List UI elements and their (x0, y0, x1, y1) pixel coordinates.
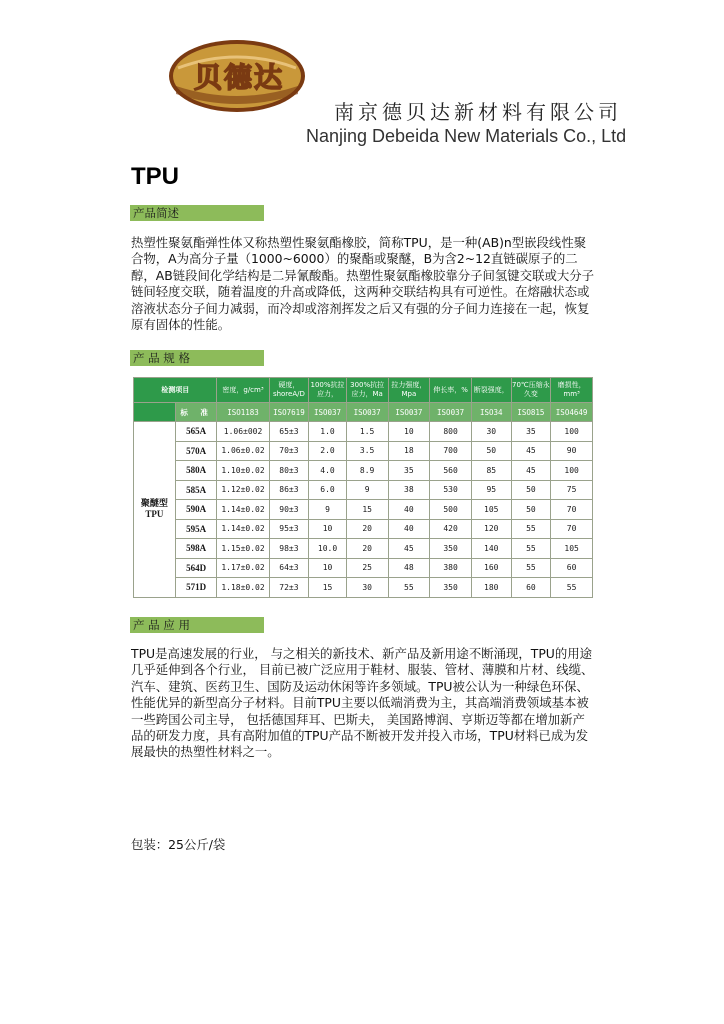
section-heading-overview: 产品简述 (130, 205, 264, 221)
table-cell: 85 (471, 461, 511, 481)
table-cell: 530 (430, 480, 472, 500)
blank-cell (134, 403, 176, 422)
table-cell: 18 (388, 441, 430, 461)
table-cell: 700 (430, 441, 472, 461)
section-heading-specs: 产 品 规 格 (130, 350, 264, 366)
table-row (134, 519, 593, 539)
table-cell: 25 (346, 558, 388, 578)
table-cell: 95 (471, 480, 511, 500)
model-cell: 580A (175, 461, 217, 481)
table-cell: 45 (511, 461, 551, 481)
table-cell: 45 (511, 441, 551, 461)
table-cell: 60 (551, 558, 593, 578)
table-cell: 65±3 (269, 422, 309, 442)
table-row (134, 558, 593, 578)
table-cell: 45 (388, 539, 430, 559)
table-cell: 90±3 (269, 500, 309, 520)
table-cell: 55 (511, 519, 551, 539)
table-cell: 180 (471, 578, 511, 598)
table-cell: 35 (388, 461, 430, 481)
table-cell: 380 (430, 558, 472, 578)
table-cell: 40 (388, 500, 430, 520)
table-cell: 1.18±0.02 (217, 578, 269, 598)
header-cell: 检测项目 (134, 378, 217, 403)
table-cell: 2.0 (309, 441, 347, 461)
standard-cell: ISO7619 (269, 403, 309, 422)
standard-label: 标 准 (175, 403, 217, 422)
table-cell: 80±3 (269, 461, 309, 481)
standard-cell: ISO1183 (217, 403, 269, 422)
table-cell: 15 (346, 500, 388, 520)
table-cell: 1.10±0.02 (217, 461, 269, 481)
packing-info: 包装：25公斤/袋 (131, 837, 226, 852)
table-cell: 1.15±0.02 (217, 539, 269, 559)
header-cell: 磨损性，mm³ (551, 378, 593, 403)
table-row (134, 422, 593, 442)
header-cell: 拉力强度，Mpa (388, 378, 430, 403)
applications-paragraph: TPU是高速发展的行业， 与之相关的新技术、新产品及新用途不断涌现，TPU的用途几乎延伸到各个行业， 目前已被广泛应用于鞋材、服装、管材、薄膜和片材、线缆、汽车、建筑、医药卫生、国防及运动休闲等许多领域。TPU被公认为一种绿色环保、性能优异的新型高分子材料。目前TPU主要以低端消费为主，其高端消费领域基本被一些跨国公司主导， 包括德国拜耳、巴斯夫， 美国路博润、亨斯迈等都在增加新产品的研发力度，具有高附加值的TPU产品不断被开发并投入市场，TPU材料已成为发展最快的热塑性材料之一。 (131, 646, 594, 760)
header-cell: 伸长率，% (430, 378, 472, 403)
spec-table (133, 377, 593, 598)
table-row (134, 500, 593, 520)
header-cell: 密度，g/cm³ (217, 378, 269, 403)
header-cell: 70℃压缩永久变 (511, 378, 551, 403)
table-row (134, 539, 593, 559)
standard-cell: ISO815 (511, 403, 551, 422)
standard-cell: ISO4649 (551, 403, 593, 422)
model-cell: 585A (175, 480, 217, 500)
table-cell: 100 (551, 422, 593, 442)
table-cell: 120 (471, 519, 511, 539)
table-cell: 1.0 (309, 422, 347, 442)
table-header-row (134, 378, 593, 403)
table-row (134, 578, 593, 598)
model-cell: 590A (175, 500, 217, 520)
table-cell: 10 (388, 422, 430, 442)
table-cell: 10 (309, 519, 347, 539)
standard-cell: ISO037 (346, 403, 388, 422)
page-title: TPU (131, 163, 179, 190)
table-cell: 500 (430, 500, 472, 520)
table-cell: 50 (511, 500, 551, 520)
header-cell: 断裂强度， (471, 378, 511, 403)
table-cell: 55 (511, 558, 551, 578)
table-cell: 1.06±0.02 (217, 441, 269, 461)
table-cell: 1.06±002 (217, 422, 269, 442)
table-cell: 50 (511, 480, 551, 500)
model-cell: 570A (175, 441, 217, 461)
table-cell: 10 (309, 558, 347, 578)
table-cell: 20 (346, 519, 388, 539)
table-cell: 350 (430, 539, 472, 559)
model-cell: 595A (175, 519, 217, 539)
table-cell: 9 (346, 480, 388, 500)
table-cell: 64±3 (269, 558, 309, 578)
table-cell: 48 (388, 558, 430, 578)
table-cell: 1.14±0.02 (217, 500, 269, 520)
table-row (134, 480, 593, 500)
table-standard-row (134, 403, 593, 422)
model-cell: 564D (175, 558, 217, 578)
group-label: 聚醚型 TPU (134, 422, 176, 598)
table-cell: 95±3 (269, 519, 309, 539)
table-row (134, 441, 593, 461)
table-cell: 140 (471, 539, 511, 559)
table-cell: 560 (430, 461, 472, 481)
table-cell: 30 (471, 422, 511, 442)
table-cell: 90 (551, 441, 593, 461)
standard-cell: ISO34 (471, 403, 511, 422)
header-cell: 100%抗拉应力， (309, 378, 347, 403)
standard-cell: ISO037 (430, 403, 472, 422)
table-cell: 9 (309, 500, 347, 520)
table-cell: 15 (309, 578, 347, 598)
table-row (134, 461, 593, 481)
table-cell: 55 (388, 578, 430, 598)
table-cell: 8.9 (346, 461, 388, 481)
header-cell: 硬度，shoreA/D (269, 378, 309, 403)
table-cell: 20 (346, 539, 388, 559)
table-cell: 4.0 (309, 461, 347, 481)
company-name-cn: 南京德贝达新材料有限公司 (334, 100, 622, 124)
table-cell: 98±3 (269, 539, 309, 559)
table-cell: 420 (430, 519, 472, 539)
company-logo (166, 28, 308, 118)
table-cell: 350 (430, 578, 472, 598)
model-cell: 598A (175, 539, 217, 559)
model-cell: 565A (175, 422, 217, 442)
table-cell: 100 (551, 461, 593, 481)
table-cell: 35 (511, 422, 551, 442)
table-cell: 1.14±0.02 (217, 519, 269, 539)
table-cell: 800 (430, 422, 472, 442)
header-cell: 300%抗拉应力，Ma (346, 378, 388, 403)
table-cell: 70 (551, 500, 593, 520)
table-cell: 6.0 (309, 480, 347, 500)
table-cell: 3.5 (346, 441, 388, 461)
table-cell: 70±3 (269, 441, 309, 461)
table-cell: 86±3 (269, 480, 309, 500)
table-cell: 105 (471, 500, 511, 520)
table-cell: 105 (551, 539, 593, 559)
table-cell: 30 (346, 578, 388, 598)
table-cell: 1.17±0.02 (217, 558, 269, 578)
standard-cell: ISO037 (309, 403, 347, 422)
table-cell: 38 (388, 480, 430, 500)
table-cell: 70 (551, 519, 593, 539)
table-cell: 1.12±0.02 (217, 480, 269, 500)
table-cell: 55 (551, 578, 593, 598)
table-cell: 55 (511, 539, 551, 559)
company-name-en: Nanjing Debeida New Materials Co., Ltd (306, 126, 627, 146)
overview-paragraph: 热塑性聚氨酯弹性体又称热塑性聚氨酯橡胶，简称TPU，是一种(AB)n型嵌段线性聚合物，A为高分子量（1000~6000）的聚酯或聚醚，B为含2~12直链碳原子的二醇，AB链段间化学结构是二异氰酸酯。热塑性聚氨酯橡胶靠分子间氢键交联或大分子链间轻度交联，随着温度的升高或降低，这两种交联结构具有可逆性。在熔融状态或溶液状态分子间力减弱，而冷却或溶剂挥发之后又有强的分子间力连接在一起，恢复原有固体的性能。 (131, 235, 595, 333)
table-cell: 160 (471, 558, 511, 578)
standard-cell: ISO037 (388, 403, 430, 422)
table-cell: 75 (551, 480, 593, 500)
table-cell: 60 (511, 578, 551, 598)
model-cell: 571D (175, 578, 217, 598)
table-cell: 50 (471, 441, 511, 461)
section-heading-applications: 产 品 应 用 (130, 617, 264, 633)
table-cell: 72±3 (269, 578, 309, 598)
table-cell: 40 (388, 519, 430, 539)
logo-text: 贝德达 (193, 61, 284, 94)
table-cell: 1.5 (346, 422, 388, 442)
table-cell: 10.0 (309, 539, 347, 559)
